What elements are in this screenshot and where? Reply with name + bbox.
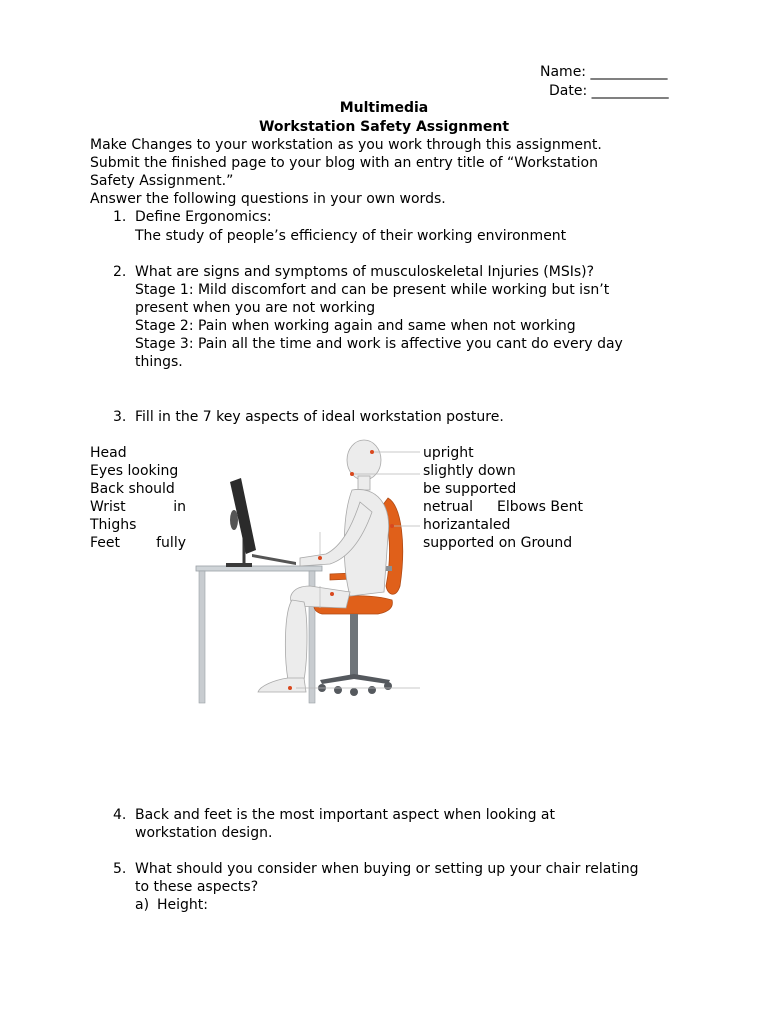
question-number: 5. <box>113 861 127 877</box>
posture-answer-right: be supported <box>423 481 517 497</box>
chair-wheel <box>334 686 342 694</box>
posture-label-left: fully <box>156 535 186 551</box>
chair-wheel <box>384 682 392 690</box>
question-number: 3. <box>113 409 127 425</box>
person-foot <box>258 678 306 692</box>
answer-line: Stage 1: Mild discomfort and can be present while working but isn’t <box>135 282 610 298</box>
question-text: What should you consider when buying or setting up your chair relating <box>135 861 639 877</box>
posture-answer-right: Elbows Bent <box>497 499 583 515</box>
keyboard <box>252 554 296 565</box>
chair-wheel <box>368 686 376 694</box>
posture-label-left: Eyes looking <box>90 463 179 479</box>
posture-label-left-row <box>90 534 186 552</box>
question-number: 2. <box>113 264 127 280</box>
desk-top <box>196 566 322 571</box>
document-title: Workstation Safety Assignment <box>258 119 510 135</box>
chair-base <box>320 674 390 684</box>
posture-answer-right: upright <box>423 445 474 461</box>
answer-line: things. <box>135 354 183 370</box>
answer-text: The study of people’s efficiency of their working environment <box>135 228 567 244</box>
ergonomic-workstation-illustration <box>192 436 420 708</box>
question-text: workstation design. <box>135 825 273 841</box>
marker-feet <box>288 686 292 690</box>
posture-label-left-row <box>90 498 186 516</box>
person-shin <box>285 600 307 680</box>
date-field-label: Date: ___________ <box>549 83 669 99</box>
marker-back <box>390 524 394 528</box>
answer-line: present when you are not working <box>135 300 376 316</box>
question-text: Fill in the 7 key aspects of ideal workstation posture. <box>135 409 504 425</box>
monitor-mount <box>230 510 238 530</box>
question-text: What are signs and symptoms of musculoskeletal Injuries (MSIs)? <box>135 264 595 280</box>
person-neck <box>358 476 370 490</box>
intro-line: Answer the following questions in your own words. <box>90 191 446 207</box>
posture-answer-right: supported on Ground <box>423 535 573 551</box>
intro-line: Make Changes to your workstation as you work through this assignment. <box>90 137 602 153</box>
monitor-base <box>226 563 252 567</box>
sub-question-letter: a) <box>135 897 150 913</box>
name-field-label: Name: ___________ <box>540 64 668 80</box>
answer-line: Stage 2: Pain when working again and same when not working <box>135 318 576 334</box>
marker-head <box>370 450 374 454</box>
question-text: Back and feet is the most important aspect when looking at <box>135 807 555 823</box>
posture-answer-right: slightly down <box>423 463 516 479</box>
posture-label-left: in <box>173 499 186 515</box>
posture-answer-right: horizantaled <box>423 517 511 533</box>
question-text: to these aspects? <box>135 879 259 895</box>
question-text: Define Ergonomics: <box>135 209 272 225</box>
marker-thighs <box>330 592 334 596</box>
posture-label-left: Feet <box>90 535 121 551</box>
document-subject: Multimedia <box>339 100 429 116</box>
desk-leg <box>199 571 205 703</box>
chair-post <box>350 614 358 676</box>
intro-line: Submit the finished page to your blog with an entry title of “Workstation <box>90 155 598 171</box>
posture-answer-right: netrual <box>423 499 474 515</box>
sub-question-text: Height: <box>157 897 208 913</box>
marker-eyes <box>350 472 354 476</box>
posture-label-left: Head <box>90 445 127 461</box>
marker-wrist <box>318 556 322 560</box>
chair-wheel <box>350 688 358 696</box>
posture-label-left: Wrist <box>90 499 126 515</box>
posture-label-left: Thighs <box>90 517 137 533</box>
posture-label-left: Back should <box>90 481 175 497</box>
question-number: 4. <box>113 807 127 823</box>
answer-line: Stage 3: Pain all the time and work is affective you cant do every day <box>135 336 623 352</box>
intro-line: Safety Assignment.” <box>90 173 234 189</box>
question-number: 1. <box>113 209 127 225</box>
